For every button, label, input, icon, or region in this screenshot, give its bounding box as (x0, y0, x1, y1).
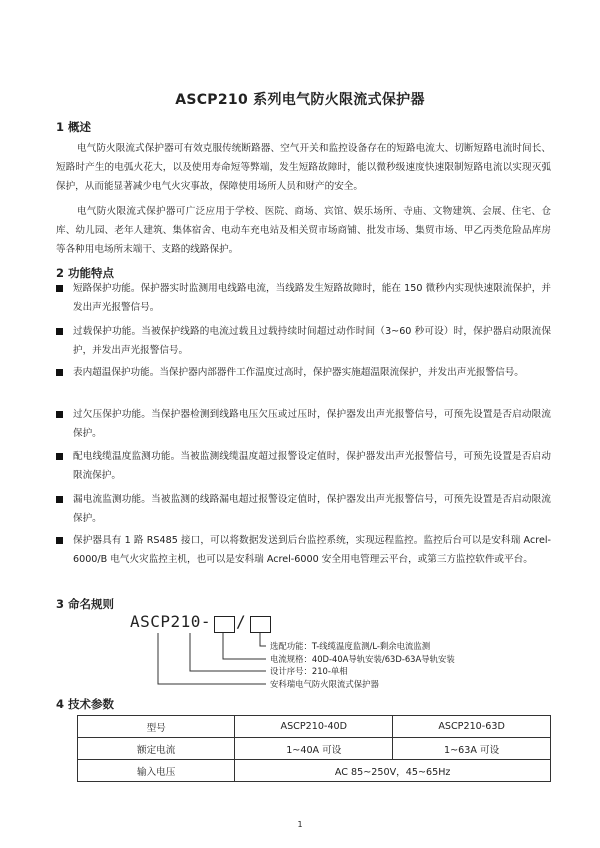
bullet-square-icon (56, 328, 63, 335)
spec-table (77, 715, 551, 782)
naming-label-design: 设计序号：210-单相 (270, 666, 348, 676)
table-cell: 1~63A 可设 (393, 738, 551, 760)
bullet-square-icon (56, 369, 63, 376)
table-row (78, 760, 551, 782)
table-row (78, 716, 551, 738)
bullet-square-icon (56, 496, 63, 503)
table-cell: 1~40A 可设 (235, 738, 393, 760)
page-number: 1 (297, 820, 303, 829)
document-page: ASCP210 系列电气防火限流式保护器 1 概述 电气防火限流式保护器可有效克服传统断路器、空气开关和监控设备存在的短路电流大、切断短路电流时间长、短路时产生的电弧火花大，以及使用寿命短等弊端，发生短路故障时，能以微秒级速度快速限制短路电流以实现灭弧保护，从而能显著减少电气火灾事故，保障使用场所人员和财产的安全。 电气防火限流式保护器可广泛应用于学校、医院、商场、宾馆、娱乐场所、寺庙、文物建筑、会展、住宅、仓库、幼儿园、老年人建筑、集体宿舍、电动车充电站及相关贸市场商铺、批发市场、集贸市场、甲乙丙类危险品库房等各种用电场所末端干、支路的线路保护。 2 功能特点 短路保护功能。保护器实时监测用电线路电流，当线路发生短路故障时，能在 150 微秒内实现快速限流保护，并发出声光报警信号。 过载保护功能。当被保护线路的电流过载且过载持续时间超过动作时间（3~60 秒可设）时，保护器启动限流保护，并发出声光报警信号。 表内超温保护功能。当保护器内部器件工作温度过高时，保护器实施超温限流保护，并发出声光报警信号。 过欠压保护功能。当保护器检测到线路电压欠压或过压时，保护器发出声光报警信号，可预先设置是否启动限流保护。 配电线缆温度监测功能。当被监测线缆温度超过报警设定值时，保护器发出声光报警信号，可预先设置是否启动限流保护。 漏电流监测功能。当被监测的线路漏电超过报警设定值时，保护器发出声光报警信号，可预先设置是否启动限流保护。 保护器具有 1 路 RS485 接口，可以将数据发送到后台监控系统，实现远程监控。监控后台可以是安科瑞 Acrel-6000/B 电气火灾监控主机，也可以是安科瑞 Acrel-6000 安全用电管理云平台，或第三方监控软件或平台。 3 命名规则 ASCP210- / 选配功能：T-线缆温度监测/L-剩余电流监测 电流规格：40D-40A导轨安装/63D-63A导轨安装 设计序号：210-单相 安科瑞电气防火限流式保护器 4 技术参数 型号 ASCP210-40D ASCP210-63D 额定电流 1~40A 可设 1~63A 可设 输入电压 AC 85~250V，45~65Hz 1 (0, 0, 600, 848)
naming-diagram (130, 612, 510, 702)
document-title: ASCP210 系列电气防火限流式保护器 (175, 92, 425, 108)
overview-paragraph-2: 电气防火限流式保护器可广泛应用于学校、医院、商场、宾馆、娱乐场所、寺庙、文物建筑、会展、住宅、仓库、幼儿园、老年人建筑、集体宿舍、电动车充电站及相关贸市场商铺、批发市场、集贸市场、甲乙丙类危险品库房等各种用电场所末端干、支路的线路保护。 (56, 206, 551, 255)
table-cell: 输入电压 (78, 760, 235, 782)
section-heading-features: 2 功能特点 (56, 266, 115, 280)
table-header-cell: ASCP210-63D (393, 716, 551, 738)
section-heading-specs: 4 技术参数 (56, 697, 115, 711)
model-prefix: ASCP210- (130, 612, 212, 631)
table-cell: AC 85~250V，45~65Hz (235, 760, 551, 782)
bullet-square-icon (56, 537, 63, 544)
naming-label-option: 选配功能：T-线缆温度监测/L-剩余电流监测 (270, 641, 431, 651)
bullet-square-icon (56, 411, 63, 418)
table-header-cell: 型号 (78, 716, 235, 738)
section-heading-naming: 3 命名规则 (56, 597, 115, 611)
table-row (78, 738, 551, 760)
section-heading-overview: 1 概述 (56, 120, 92, 134)
naming-label-product: 安科瑞电气防火限流式保护器 (270, 679, 379, 689)
bullet-square-icon (56, 285, 63, 292)
overview-paragraph-1: 电气防火限流式保护器可有效克服传统断路器、空气开关和监控设备存在的短路电流大、切断短路电流时间长、短路时产生的电弧火花大，以及使用寿命短等弊端，发生短路故障时，能以微秒级速度快速限制短路电流以实现灭弧保护，从而能显著减少电气火灾事故，保障使用场所人员和财产的安全。 (56, 143, 551, 192)
model-separator: / (236, 612, 247, 631)
naming-label-current: 电流规格：40D-40A导轨安装/63D-63A导轨安装 (270, 654, 455, 664)
bullet-square-icon (56, 453, 63, 460)
table-header-cell: ASCP210-40D (235, 716, 393, 738)
table-cell: 额定电流 (78, 738, 235, 760)
